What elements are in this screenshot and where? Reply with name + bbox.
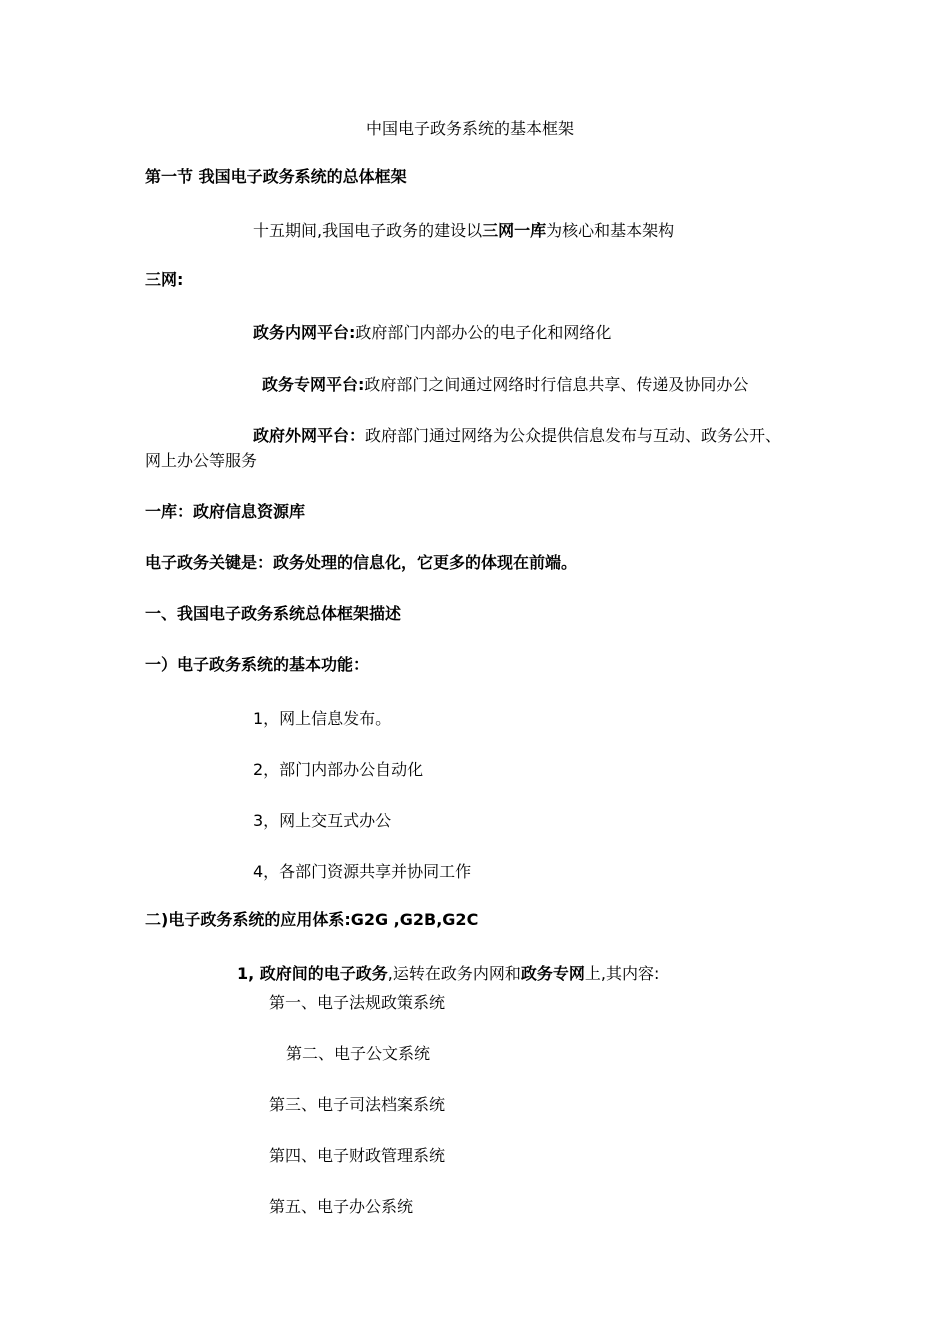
intro-pre: 十五期间,我国电子政务的建设以 bbox=[253, 221, 483, 240]
intro-bold: 三网一库 bbox=[482, 221, 547, 240]
platform-name: 政务专网平台: bbox=[262, 375, 365, 394]
part-heading bbox=[145, 603, 401, 625]
subsection-heading bbox=[145, 909, 478, 931]
subsection-heading bbox=[145, 654, 369, 676]
part-heading-text: 一、我国电子政务系统总体框架描述 bbox=[145, 604, 402, 623]
g2g-num: 1, bbox=[237, 964, 255, 983]
platform-desc: 政府部门通过网络为公众提供信息发布与互动、政务公开、 bbox=[365, 426, 782, 445]
function-item: 3，网上交互式办公 bbox=[253, 811, 392, 830]
platform-name: 政府外网平台： bbox=[253, 426, 366, 445]
g2g-mid: ,运转在政务内网和 bbox=[387, 964, 521, 983]
subsection-heading-text: 一）电子政务系统的基本功能： bbox=[145, 655, 370, 674]
system-item: 第二、电子公文系统 bbox=[286, 1044, 431, 1063]
intro-paragraph bbox=[253, 220, 674, 242]
platform-item bbox=[253, 322, 611, 344]
function-item: 1，网上信息发布。 bbox=[253, 709, 392, 728]
system-item: 第五、电子办公系统 bbox=[269, 1197, 414, 1216]
key-point bbox=[145, 552, 577, 574]
function-item: 2，部门内部办公自动化 bbox=[253, 760, 424, 779]
platform-item bbox=[253, 425, 781, 447]
system-item: 第四、电子财政管理系统 bbox=[269, 1146, 446, 1165]
platform-desc: 政府部门内部办公的电子化和网络化 bbox=[355, 323, 612, 342]
subsection-heading-text: 二)电子政务系统的应用体系:G2G ,G2B,G2C bbox=[145, 910, 479, 929]
g2g-item bbox=[237, 963, 659, 985]
key-point-text: 电子政务关键是：政务处理的信息化，它更多的体现在前端。 bbox=[145, 553, 578, 572]
g2g-bold1: 政府间的电子政务 bbox=[254, 964, 388, 983]
platform-name: 政务内网平台: bbox=[253, 323, 356, 342]
platform-desc-continued: 网上办公等服务 bbox=[145, 451, 258, 470]
system-item: 第一、电子法规政策系统 bbox=[269, 993, 446, 1012]
g2g-post: 上,其内容: bbox=[584, 964, 660, 983]
platform-desc: 政府部门之间通过网络时行信息共享、传递及协同办公 bbox=[364, 375, 749, 394]
intro-post: 为核心和基本架构 bbox=[546, 221, 675, 240]
platform-item bbox=[262, 374, 748, 396]
one-library bbox=[145, 501, 305, 523]
one-library-text: 一库：政府信息资源库 bbox=[145, 502, 306, 521]
three-nets-label bbox=[145, 269, 183, 291]
section-heading bbox=[145, 166, 407, 188]
document-title: 中国电子政务系统的基本框架 bbox=[366, 119, 575, 138]
function-item: 4，各部门资源共享并协同工作 bbox=[253, 862, 472, 881]
section-heading-text: 第一节 我国电子政务系统的总体框架 bbox=[145, 167, 407, 186]
g2g-bold2: 政务专网 bbox=[520, 964, 585, 983]
system-item: 第三、电子司法档案系统 bbox=[269, 1095, 446, 1114]
three-nets-label-text: 三网: bbox=[145, 270, 184, 289]
